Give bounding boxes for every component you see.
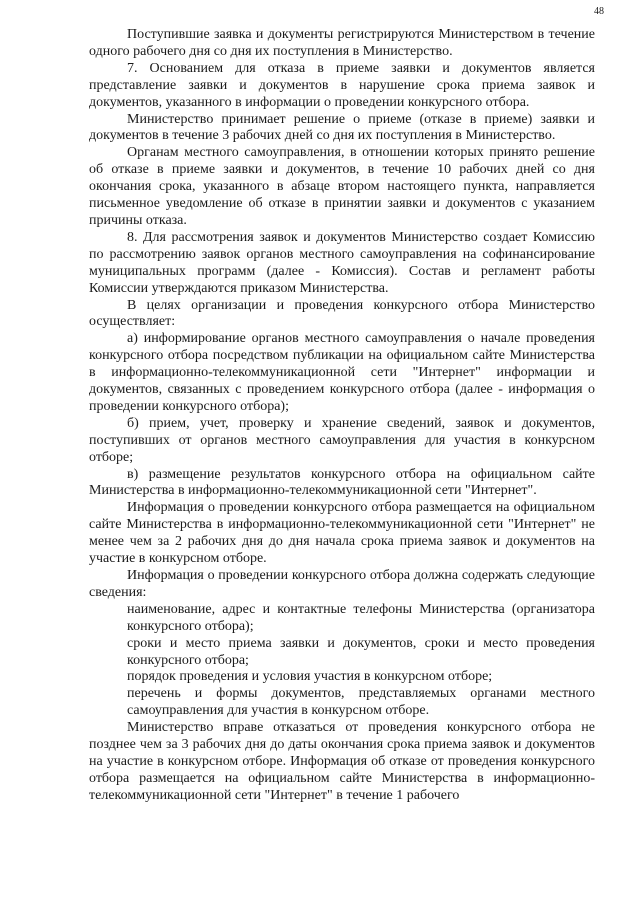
paragraph: в) размещение результатов конкурсного отбора на официальном сайте Министерства в информационно-телекоммуникационной сети "Интернет". — [89, 466, 595, 499]
paragraph: Информация о проведении конкурсного отбора должна содержать следующие сведения: — [89, 568, 595, 600]
paragraph: сроки и место приема заявки и документов, сроки и место проведения конкурсного отбора; — [127, 635, 595, 668]
document-body — [89, 27, 595, 805]
paragraph: Министерство вправе отказаться от проведения конкурсного отбора не позднее чем за 3 рабочих дня до даты окончания срока приема заявок и документов на участие в конкурсном отборе. Информация об отказе от проведения конкурсного отбора размещается на официальном сайте Министерства в информационно-телекоммуникационной сети "Интернет" в течение 1 рабочего — [89, 720, 595, 803]
paragraph: Информация о проведении конкурсного отбора размещается на официальном сайте Министерства в информационно-телекоммуникационной сети "Интернет" не менее чем за 2 рабочих дня до дня начала срока приема заявок и документов на участие в конкурсном отборе. — [89, 500, 595, 567]
page-number: 48 — [594, 6, 604, 17]
paragraph: Министерство принимает решение о приеме (отказе в приеме) заявки и документов в течение 3 рабочих дней со дня их поступления в Министерство. — [89, 111, 595, 144]
paragraph: Органам местного самоуправления, в отношении которых принято решение об отказе в приеме заявки и документов, в течение 10 рабочих дней со дня окончания срока, указанного в абзаце втором настоящего пункта, направляется письменное уведомление об отказе в принятии заявки и документов с указанием причины отказа. — [89, 145, 595, 228]
paragraph: В целях организации и проведения конкурсного отбора Министерство осуществляет: — [89, 297, 595, 330]
paragraph: Поступившие заявка и документы регистрируются Министерством в течение одного рабочего дня со дня их поступления в Министерство. — [89, 27, 595, 59]
paragraph: 8. Для рассмотрения заявок и документов Министерство создает Комиссию по рассмотрению заявок органов местного самоуправления на софинансирование муниципальных программ (далее - Комиссия). Состав и регламент работы Комиссии утверждаются приказом Министерства. — [89, 229, 595, 296]
paragraph: 7. Основанием для отказа в приеме заявки и документов является представление заявки и документов в нарушение срока приема заявок и документов, указанного в информации о проведении конкурсного отбора. — [89, 60, 595, 110]
paragraph: б) прием, учет, проверку и хранение сведений, заявок и документов, поступивших от органов местного самоуправления для участия в конкурсном отборе; — [89, 415, 595, 465]
paragraph: порядок проведения и условия участия в конкурсном отборе; — [127, 669, 493, 685]
paragraph: а) информирование органов местного самоуправления о начале проведения конкурсного отбора посредством публикации на официальном сайте Министерства в информационно-телекоммуникационной сети "Интернет" информации и документов, связанных с проведением конкурсного отбора (далее - информация о проведении конкурсного отбора); — [89, 331, 595, 414]
paragraph: наименование, адрес и контактные телефоны Министерства (организатора конкурсного отбора); — [127, 601, 595, 634]
paragraph: перечень и формы документов, представляемых органами местного самоуправления для участия в конкурсном отборе. — [127, 686, 595, 719]
